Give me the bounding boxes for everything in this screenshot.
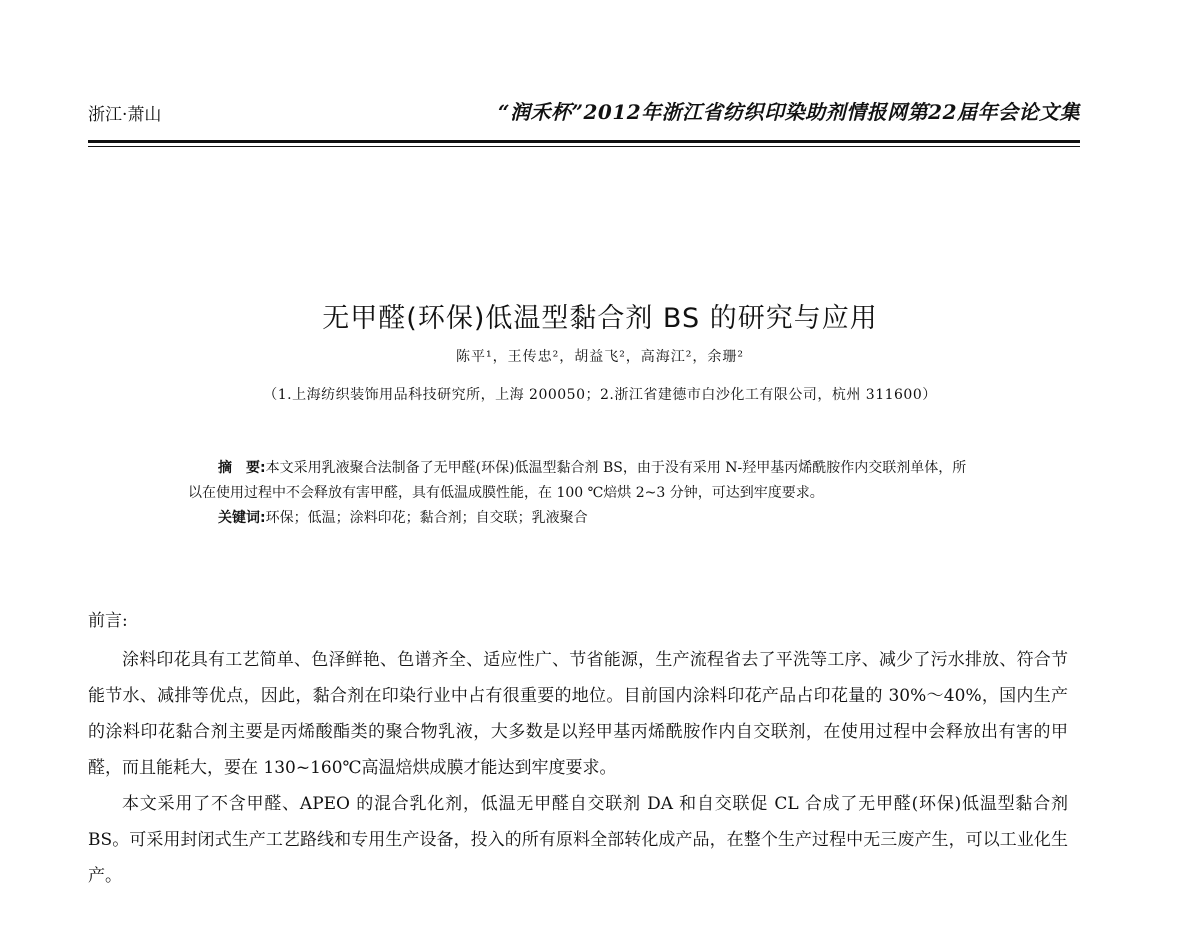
paper-affiliations: （1.上海纺织装饰用品科技研究所，上海 200050；2.浙江省建德市白沙化工有限公司，杭州 311600） xyxy=(263,387,937,403)
keywords-paragraph xyxy=(188,506,978,531)
running-header xyxy=(88,96,1080,126)
header-rule-thick xyxy=(88,140,1080,143)
body-paragraph: 本文采用了不含甲醛、APEO 的混合乳化剂，低温无甲醛自交联剂 DA 和自交联促 CL 合成了无甲醛(环保)低温型黏合剂 BS。可采用封闭式生产工艺路线和专用生产设备，投入的所有原料全部转化成产品，在整个生产过程中无三废产生，可以工业化生产。 xyxy=(88,794,1068,886)
abstract-paragraph xyxy=(188,456,978,506)
section-body xyxy=(88,642,1068,894)
header-location: 浙江·萧山 xyxy=(88,105,162,125)
abstract-label: 摘 要: xyxy=(218,460,266,476)
section-heading: 前言: xyxy=(88,611,128,631)
paper-title: 无甲醛(环保)低温型黏合剂 BS 的研究与应用 xyxy=(322,303,878,334)
body-paragraph: 涂料印花具有工艺简单、色泽鲜艳、色谱齐全、适应性广、节省能源，生产流程省去了平洗等工序、减少了污水排放、符合节能节水、减排等优点，因此，黏合剂在印染行业中占有很重要的地位。目前国内涂料印花产品占印花量的 30%～40%，国内生产的涂料印花黏合剂主要是丙烯酸酯类的聚合物乳液，大多数是以羟甲基丙烯酰胺作内自交联剂，在使用过程中会释放出有害的甲醛，而且能耗大，要在 130~160℃高温焙烘成膜才能达到牢度要求。 xyxy=(88,650,1068,778)
abstract-text: 本文采用乳液聚合法制备了无甲醛(环保)低温型黏合剂 BS，由于没有采用 N-羟甲基丙烯酰胺作内交联剂单体，所以在使用过程中不会释放有害甲醛，具有低温成膜性能，在 100 ℃焙烘 2~3 分钟，可达到牢度要求。 xyxy=(188,460,967,501)
header-rule-thin xyxy=(88,146,1080,147)
paper-authors: 陈平¹，王传忠²，胡益飞²，高海江²，余珊² xyxy=(455,349,745,365)
header-conference-title: “润禾杯”2012年浙江省纺织印染助剂情报网第22届年会论文集 xyxy=(497,100,1080,124)
keywords-label: 关键词: xyxy=(218,510,266,526)
keywords-text: 环保；低温；涂料印花；黏合剂；自交联；乳液聚合 xyxy=(265,510,588,526)
abstract-block xyxy=(188,456,978,531)
